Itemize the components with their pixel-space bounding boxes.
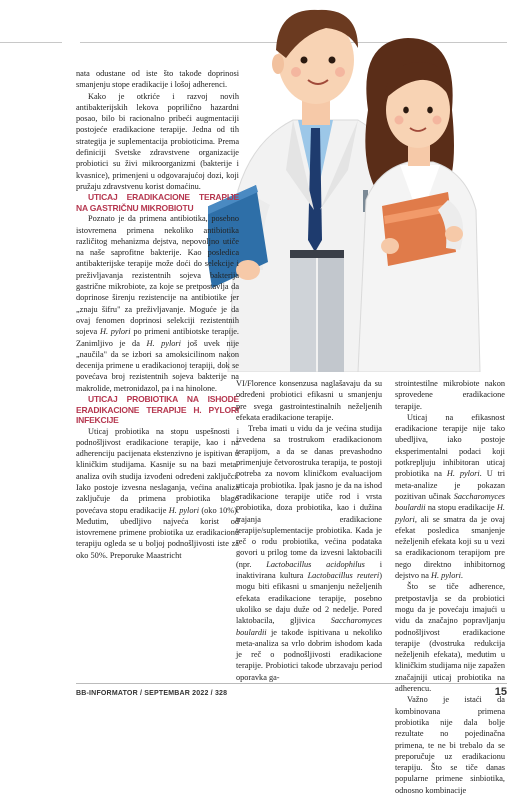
doctors-illustration [208, 0, 527, 372]
col3-paragraph-3: Što se tiče adherence, pretpostavlja se da probiotici mogu da je povećaju imajući u vidu da značajno popravljanju podnošljivost eradikacione terapije (dvostruka redukcija neželjenih efekata), međutim u kliničkim studijama nije zapažen značajniji uticaj probiotika na adherencu. [395, 582, 505, 694]
column-1 [76, 68, 239, 561]
col1-paragraph-1: nata odustane od iste što takođe doprinosi smanjenju stope eradikacije i lošoj adherenci. [76, 69, 239, 90]
col2-paragraph-1: VI/Florence konsenzusa naglašavaju da su određeni probiotici efikasni u smanjenju pre svega gastrointestinalnih neželjenih efekata eradikacione terapije. [236, 379, 382, 422]
section-heading-1: UTICAJ ERADIKACIONE TERAPIJE NA GASTRIČNU MIKROBIOTU [76, 192, 239, 213]
header-rule-left [0, 42, 62, 43]
column-3 [395, 378, 505, 796]
col3-paragraph-4: Važno je istaći da kombinovana primena probiotika nije dala bolje rezultate no pojedinačna primena, te ne bi trebalo da se preporučuje uz eradikacionu terapiju. Što se tiče danas popularne primene sinbiotika, odnosno kombinacije [395, 695, 505, 795]
column-2 [236, 378, 382, 683]
col1-paragraph-3: Poznato je da primena antibiotika, posebno istovremena primena nekoliko antibiotika različitog mehanizma dejstva, nepovoljno utiče na naše saprofitne bakterije. Kao posledica antibakterijske terapije može doći do selekcije i preživljavanja rezistentnih sojeva bakterija gastrične mikrobiote, za koje se pretpostavlja da doprinose širenju rezistencije na antibiotike jer „znaju šifru" za preživljavanje. Moguće je da ovaj fenomen doprinosi selekciji rezistentnih sojeva H. pylori po primeni antibiotske terapije. Zanimljivo je da H. pylori još uvek nije „naučila" da se izbori sa amoksicilinom nakon decenija primene u eradikacionoj terapiji, dok se povećava broj rezistentnih sojeva bakterije na makrolide, metronidazol, pa i na hinolone. [76, 214, 240, 393]
col1-paragraph-4: Uticaj probiotika na stopu uspešnosti i podnošljivost eradikacione terapije, kao i na adherenciju pacijenata ekstenzivno je ispitivan u kliničkim studijama. Kasnije su na bazi meta-analiza ovih studija izvođeni određeni zaključci. Iako postoje izvesna neslaganja, većina analiza zaključuje da primena probiotika blago povećava stopu eradikacije H. pylori (oko 10%). Međutim, ubedljivo najveća korist od istovremene primene probiotika uz eradikacionu terapiju ogleda se u boljoj podnošljivosti iste za oko 50%. Preporuke Maastricht [76, 426, 240, 560]
col3-paragraph-1: strointestilne mikrobiote nakon sprovedene eradikacione terapije. [395, 379, 505, 411]
col2-paragraph-2: Treba imati u vidu da je većina studija izvedena sa trostrukom eradikacionom terapijom, a da se danas prevashodno primenjuje četvorostruka terapija, te postoji potreba za novom kliničkom evaluacijom uticaja probiotika. Ipak jasno je da na ishod eradikacione terapije utiče rod i vrsta probiotika, doza probiotika, kao i dužina trajanja eradikacione terapije/suplementacije probiotika. Kada je reč o rodu probiotika, većina podataka govori u prilog tome da izvesni laktobacili (npr. Lactobacillus acidophilus i inaktivirana kultura Lactobacillus reuteri) mogu biti efikasni u smanjenju neželjenih efekata eradikacione terapije, posebno ukoliko se daju duže od 2 nedelje. Pored laktobacila, gljivica Saccharomyces boulardii je takođe ispitivana u nekoliko meta-analiza sa vrlo dobrim ishodom kada je reč o podnošljivosti eradikacione terapije. Probiotici takođe ubrzavaju period oporavka ga- [236, 424, 382, 682]
female-doctor-figure [358, 38, 480, 372]
col3-paragraph-2: Uticaj na efikasnost eradikacione terapije nije tako ubedljiva, iako postoje eksperimentalni podaci koji potkrepljuju inhibitoran uticaj probiotika na H. pylori. U tri meta-analize je pokazan pozitivan učinak Saccharomyces boulardii na stopu eradikacije H. pylori, ali se smatra da je ovaj efekat posledica smanjenje neželjenih efekata koji su u vezi sa eradikacionom terapijom pre nego direktno inhibitornog dejstvo na H. pylori. [395, 412, 505, 581]
footer-rule [76, 683, 507, 684]
section-heading-2: UTICAJ PROBIOTIKA NA ISHODE ERADIKACIONE TERAPIJE H. PYLORI INFEKCIJE [76, 394, 239, 426]
page-number: 15 [494, 686, 507, 698]
col1-paragraph-2: Kako je otkriće i razvoj novih antibakterijskih lekova poprilično hazardni posao, bilo bi racionalno pribeći augmentaciji postojeće eradikacione terapije. Jedna od tih strategija je suplementacija probioticima. Prema definiciji Svetske zdravstvene organizacije probiotici su živi mikroorganizmi (bakterije i kvasnice), primenjeni u odgovarajućoj dozi, koji pružaju zdravstvenu korist domaćinu. [76, 91, 239, 191]
footer-publication: BB-INFORMATOR / SEPTEMBAR 2022 / 328 [76, 690, 228, 697]
